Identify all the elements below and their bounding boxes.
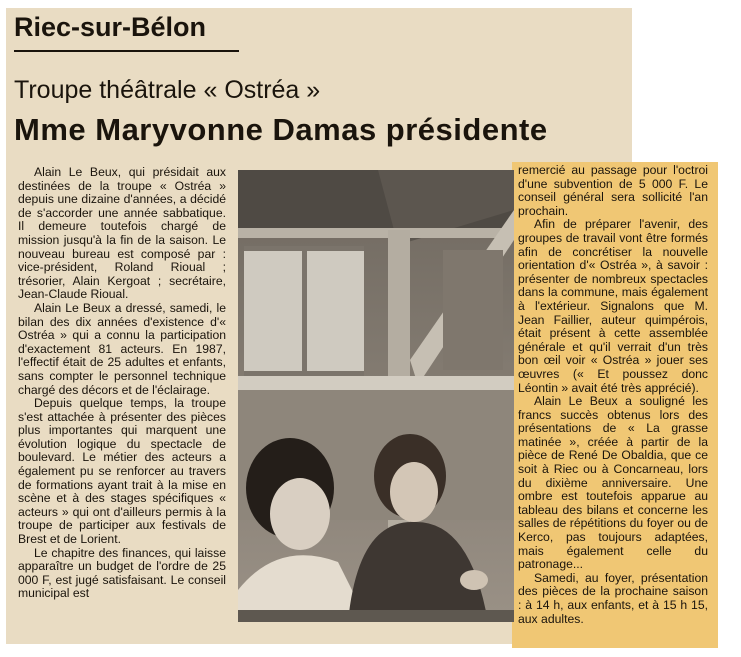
article-photo: [238, 170, 514, 622]
dateline-underline: [14, 50, 239, 52]
paragraph: Depuis quelque temps, la troupe s'est attachée à présenter des pièces plus importantes qui marquent une évolution logique du spectacle de boulevard. Le métier des acteurs a également pu se renforcer au travers de formations ayant trait à la mise en scène et à des stages spécifiques « acteurs » qui ont d'ailleurs permis à la troupe de participer aux festivals de Brest et de Lorient.: [18, 396, 226, 547]
photo-illustration: [238, 170, 514, 622]
article-column-right: [518, 164, 708, 626]
headline: Mme Maryvonne Damas présidente: [14, 112, 548, 147]
paragraph: Afin de préparer l'avenir, des groupes de travail vont être formés afin de concrétiser la nouvelle orientation d'« Ostréa », à savoir : présenter de nombreux spectacles dans la commune, mais également à l'extérieur. Signalons que M. Jean Faillier, auteur quimpérois, était présent à cette assemblée générale et qu'il verrait d'un très bon œil voir « Ostréa » jouer ses œuvres (« Et poussez donc Léontin » avait été très apprécié).: [518, 217, 708, 395]
paragraph: remercié au passage pour l'octroi d'une subvention de 5 000 F. Le conseil général sera sollicité l'an prochain.: [518, 163, 708, 218]
paragraph: Samedi, au foyer, présentation des pièces de la prochaine saison : à 14 h, aux enfants, et à 15 h 15, aux adultes.: [518, 570, 708, 626]
paragraph: Alain Le Beux a souligné les francs succès obtenus lors des présentations de « La grasse matinée », créée à partir de la pièce de René De Obaldia, que ce soit à Riec ou à Concarneau, lors du dixième anniversaire. Une ombre est toutefois apparue au tableau des bilans et concerne les salles de répétitions du foyer ou de Kerco, pas toujours adaptées, mais également celle du patronage...: [518, 394, 708, 572]
paragraph: Alain Le Beux a dressé, samedi, le bilan des dix années d'existence d'« Ostréa » qui a connu la participation d'exactement 81 acteurs. En 1987, l'effectif était de 25 adultes et enfants, sans compter le personnel technique chargé des décors et de l'éclairage.: [18, 300, 226, 397]
dateline: Riec-sur-Bélon: [14, 12, 207, 42]
article-column-left: [18, 166, 226, 601]
paragraph: Le chapitre des finances, qui laisse apparaître un budget de l'ordre de 25 000 F, est jugé satisfaisant. Le conseil municipal est: [18, 545, 226, 601]
paragraph: Alain Le Beux, qui présidait aux destinées de la troupe « Ostréa » depuis une dizaine d'années, a décidé de s'accorder une année sabbatique. Il demeure toutefois chargé de mission jusqu'à la fin de la saison. Le nouveau bureau est composé par : vice-président, Roland Rioual ; trésorier, Alain Kergoat ; secrétaire, Jean-Claude Rioual.: [18, 165, 226, 302]
kicker: Troupe théâtrale « Ostréa »: [14, 76, 321, 104]
